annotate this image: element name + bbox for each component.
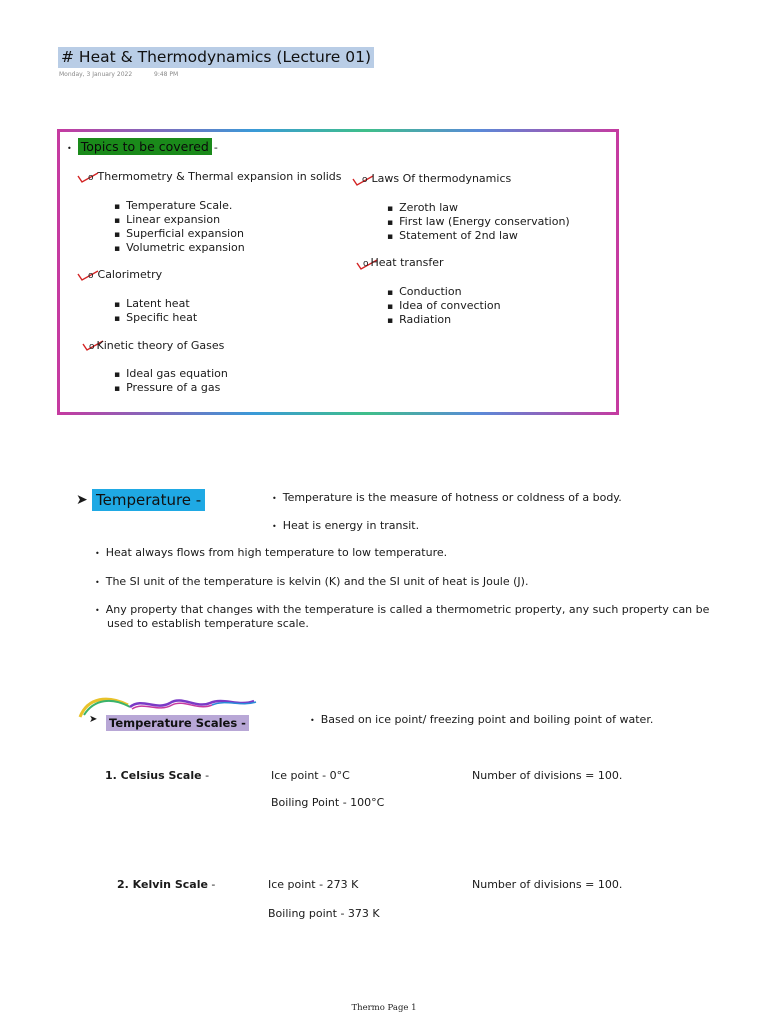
kelvin-boiling-point: Boiling point - 373 K <box>268 907 380 920</box>
list-item: ▪ Pressure of a gas <box>114 381 220 396</box>
topic-title-calorimetry: o Calorimetry <box>88 268 163 281</box>
temperature-point: • Heat always flows from high temperature to low temperature. <box>95 546 448 559</box>
list-item: ▪ Statement of 2nd law <box>387 229 518 244</box>
celsius-label: 1. Celsius Scale - <box>105 769 210 782</box>
kelvin-label: 2. Kelvin Scale - <box>117 878 216 891</box>
celsius-divisions: Number of divisions = 100. <box>472 769 623 782</box>
arrow-bullet-icon: ➤ <box>76 492 88 508</box>
note-date: Monday, 3 January 2022 <box>59 71 133 78</box>
temperature-side-point: • Temperature is the measure of hotness or coldness of a body. <box>272 491 622 504</box>
list-item: ▪ Superficial expansion <box>114 227 244 242</box>
celsius-ice-point: Ice point - 0°C <box>271 769 350 782</box>
page-title: # Heat & Thermodynamics (Lecture 01) <box>58 47 374 68</box>
list-item: ▪ Ideal gas equation <box>114 367 228 382</box>
topic-title-laws: o Laws Of thermodynamics <box>362 172 512 185</box>
list-item: ▪ Volumetric expansion <box>114 241 245 256</box>
temperature-side-point: • Heat is energy in transit. <box>272 519 420 532</box>
topic-title-heat-transfer: o Heat transfer <box>363 256 444 269</box>
list-item: ▪ Radiation <box>387 313 451 328</box>
temperature-point: • Any property that changes with the temperature is called a thermometric property, any such property can be <box>95 603 710 616</box>
temperature-point: • The SI unit of the temperature is kelvin (K) and the SI unit of heat is Joule (J). <box>95 575 529 588</box>
list-item: ▪ Specific heat <box>114 311 197 326</box>
celsius-boiling-point: Boiling Point - 100°C <box>271 796 385 809</box>
bullet-dot-icon: • <box>67 144 72 153</box>
temperature-point-continued: used to establish temperature scale. <box>107 617 309 630</box>
list-item: ▪ Conduction <box>387 285 462 300</box>
kelvin-divisions: Number of divisions = 100. <box>472 878 623 891</box>
kelvin-ice-point: Ice point - 273 K <box>268 878 359 891</box>
topic-title-kinetic: o Kinetic theory of Gases <box>89 339 225 352</box>
scales-note: • Based on ice point/ freezing point and boiling point of water. <box>310 713 654 726</box>
list-item: ▪ First law (Energy conservation) <box>387 215 570 230</box>
note-time: 9:48 PM <box>154 71 179 78</box>
list-item: ▪ Zeroth law <box>387 201 458 216</box>
topics-heading-row: • Topics to be covered - <box>67 139 218 154</box>
list-item: ▪ Latent heat <box>114 297 190 312</box>
topic-title-thermometry: o Thermometry & Thermal expansion in solids <box>88 170 342 183</box>
scales-heading: Temperature Scales - <box>106 712 249 731</box>
list-item: ▪ Linear expansion <box>114 213 220 228</box>
list-item: ▪ Idea of convection <box>387 299 501 314</box>
temperature-heading: Temperature - <box>92 490 205 509</box>
page-footer: Thermo Page 1 <box>351 1003 417 1013</box>
list-item: ▪ Temperature Scale. <box>114 199 232 214</box>
topics-heading: Topics to be covered <box>78 138 212 155</box>
arrow-bullet-icon: ➤ <box>89 714 98 725</box>
